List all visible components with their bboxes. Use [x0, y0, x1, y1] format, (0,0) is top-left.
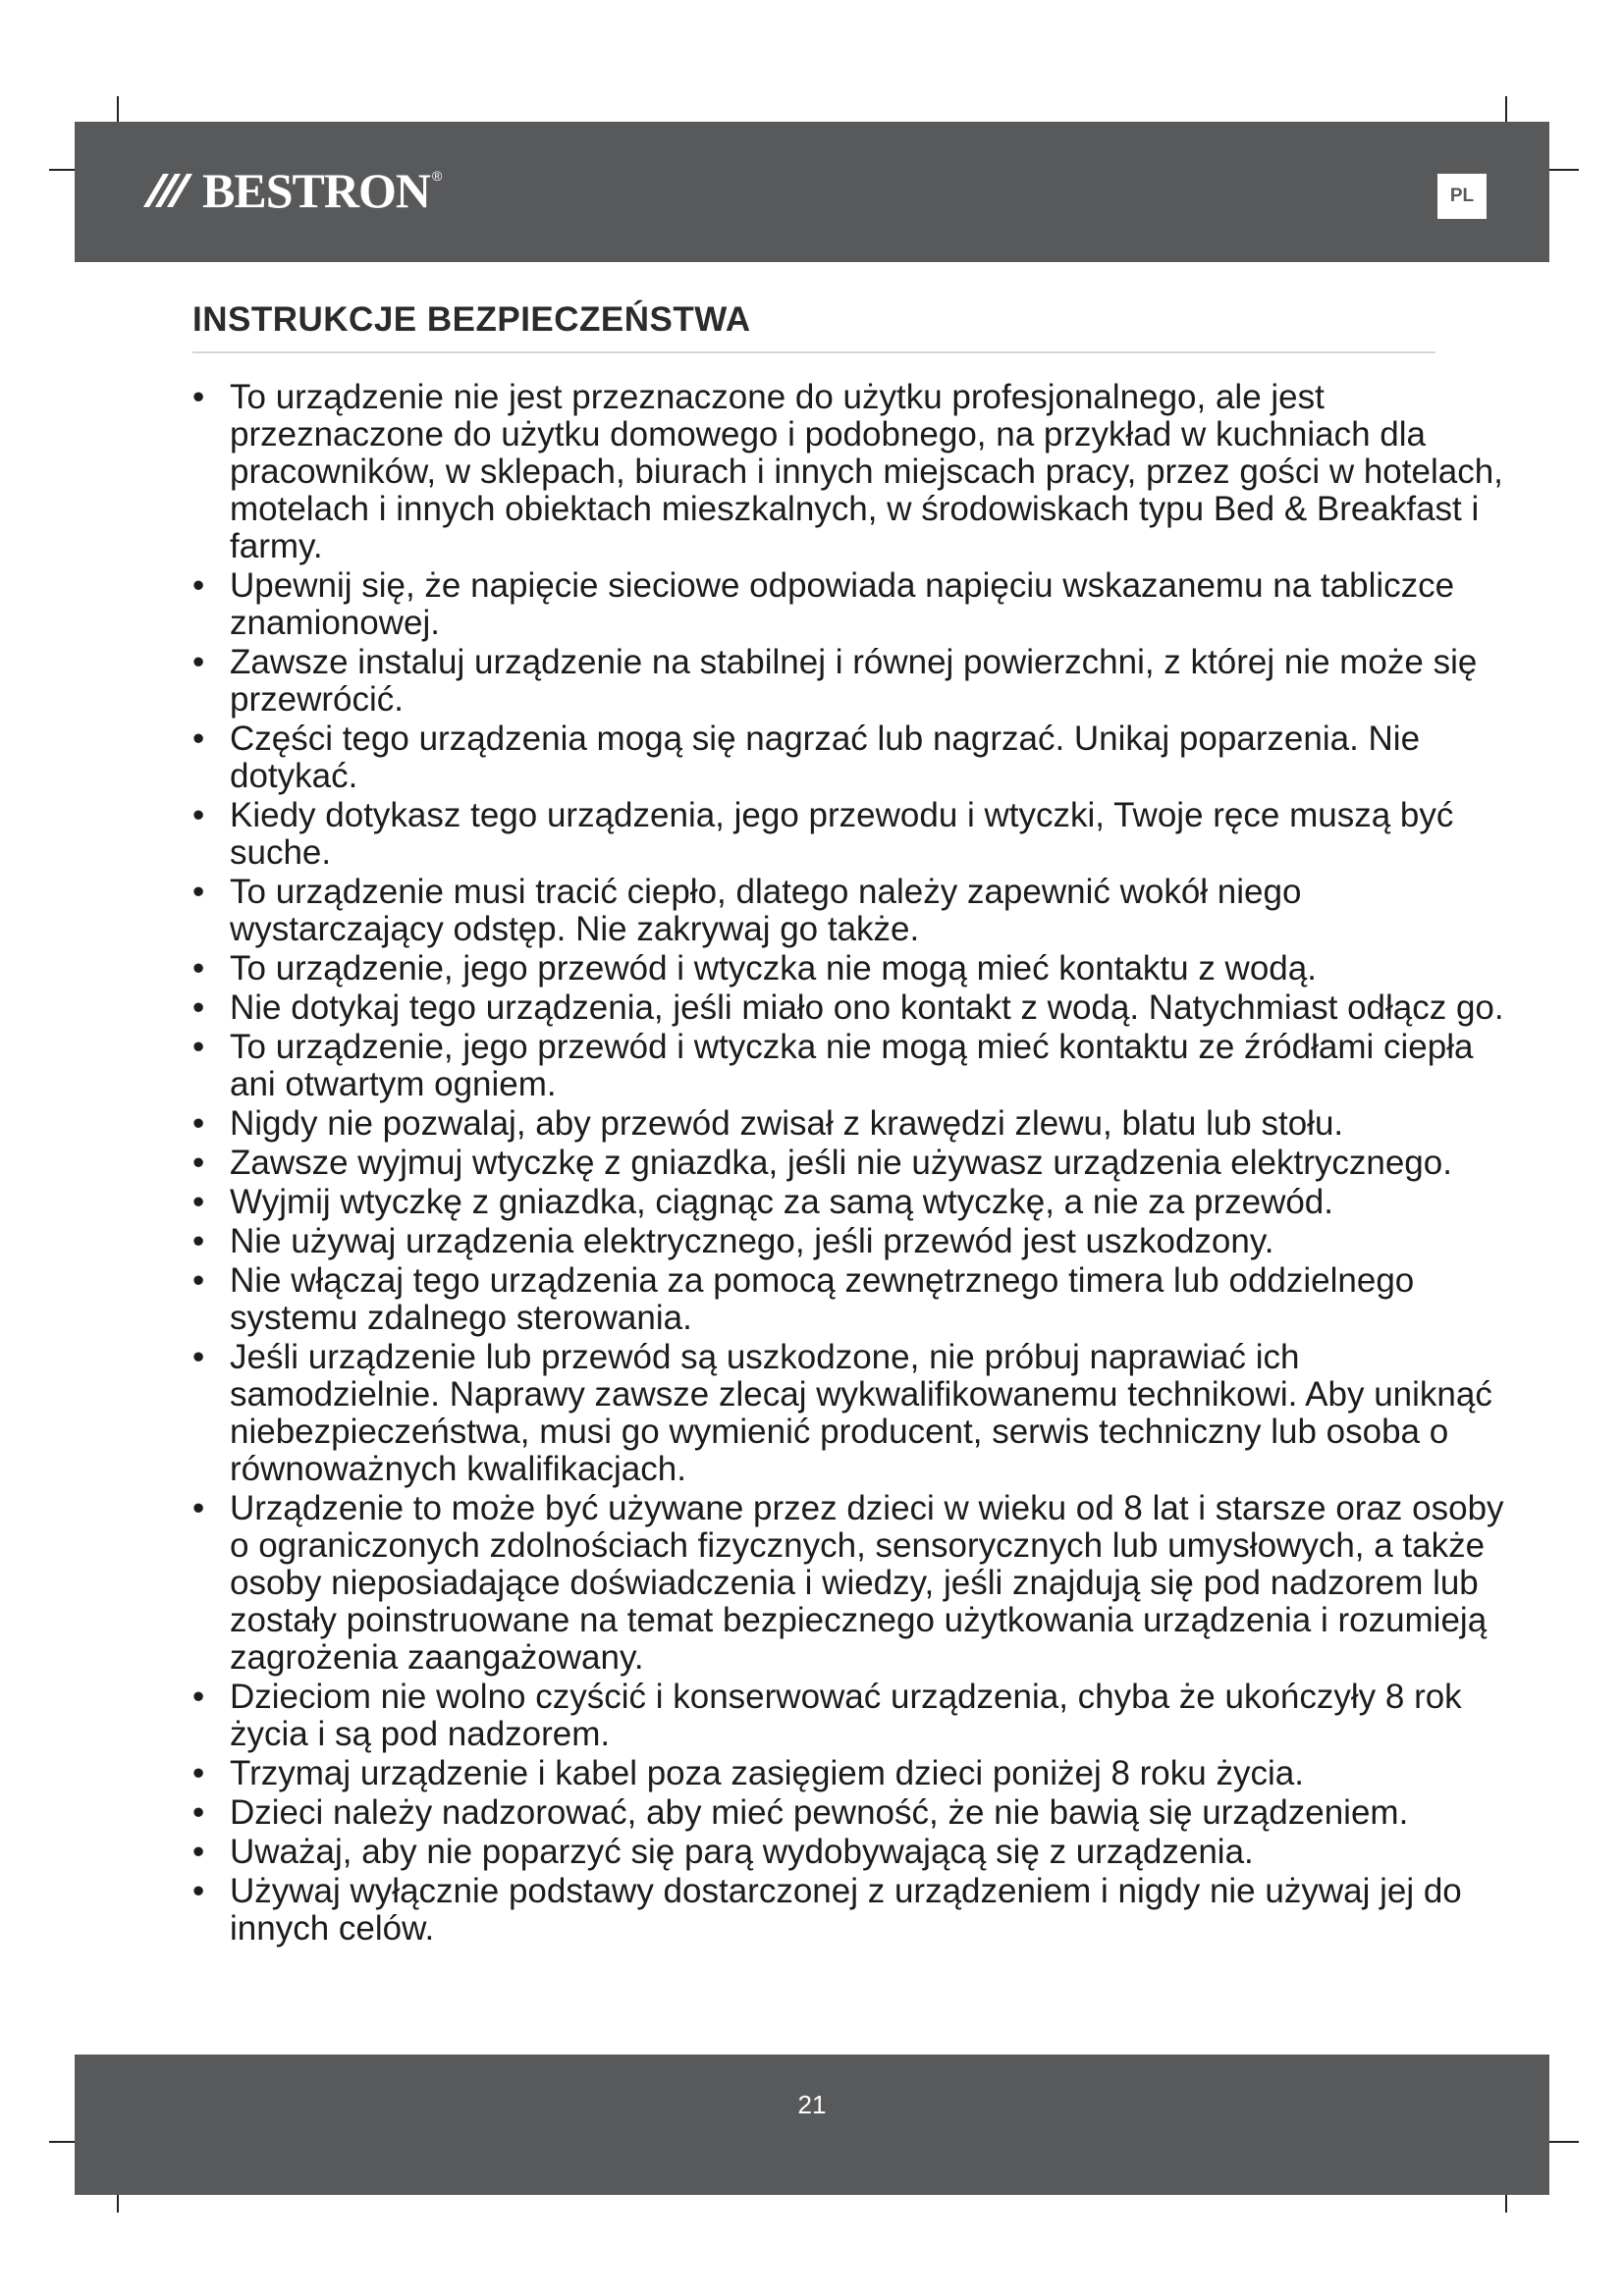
- bullet: •: [192, 988, 205, 1027]
- bullet: •: [192, 1833, 205, 1871]
- list-item: [192, 1262, 1508, 1337]
- list-item-text: Nigdy nie pozwalaj, aby przewód zwisał z krawędzi zlewu, blatu lub stołu.: [230, 1104, 1344, 1143]
- bullet: •: [192, 1183, 205, 1221]
- list-item: [192, 797, 1508, 872]
- bullet: •: [192, 1678, 205, 1716]
- bullet: •: [192, 1489, 205, 1527]
- list-item-text: Zawsze instaluj urządzenie na stabilnej i równej powierzchni, z której nie może się przewrócić.: [230, 643, 1478, 719]
- registered-mark: ®: [431, 168, 443, 184]
- footer-band: [75, 2055, 1549, 2195]
- section-title: INSTRUKCJE BEZPIECZEŃSTWA: [192, 300, 751, 339]
- list-item: [192, 989, 1508, 1027]
- list-item: [192, 1184, 1508, 1221]
- header-band: [75, 122, 1549, 262]
- bullet: •: [192, 949, 205, 988]
- bullet: •: [192, 1222, 205, 1260]
- list-item-text: Nie używaj urządzenia elektrycznego, jeśli przewód jest uszkodzony.: [230, 1222, 1274, 1260]
- list-item: [192, 721, 1508, 795]
- bullet: •: [192, 1793, 205, 1832]
- title-divider: [192, 351, 1435, 353]
- bullet: •: [192, 1872, 205, 1910]
- list-item: [192, 1755, 1508, 1792]
- list-item-text: Upewnij się, że napięcie sieciowe odpowiada napięciu wskazanemu na tabliczce znamionowej.: [230, 566, 1455, 642]
- list-item-text: Używaj wyłącznie podstawy dostarczonej z urządzeniem i nigdy nie używaj jej do innych celów.: [230, 1872, 1462, 1948]
- page-number: 21: [797, 2090, 827, 2119]
- list-item: [192, 1794, 1508, 1832]
- bullet: •: [192, 1338, 205, 1376]
- list-item-text: Nie dotykaj tego urządzenia, jeśli miało ono kontakt z wodą. Natychmiast odłącz go.: [230, 988, 1504, 1027]
- list-item-text: To urządzenie nie jest przeznaczone do użytku profesjonalnego, ale jest przeznaczone do użytku domowego i podobnego, na przykład w kuchniach dla pracowników, w sklepach, biurach i innych miejscach pracy, przez gości w hotelach, motelach i innych obiektach mieszkalnych, w środowiskach typu Bed & Breakfast i farmy.: [230, 378, 1503, 565]
- bullet: •: [192, 1028, 205, 1066]
- list-item: [192, 644, 1508, 719]
- bullet: •: [192, 1104, 205, 1143]
- bullet: •: [192, 378, 205, 416]
- list-item-text: Urządzenie to może być używane przez dzieci w wieku od 8 lat i starsze oraz osoby o ograniczonych zdolnościach fizycznych, sensorycznych lub umysłowych, a także osoby nieposiadające doświadczenia i wiedzy, jeśli znajdują się pod nadzorem lub zostały poinstruowane na temat bezpiecznego użytkowania urządzenia i rozumieją zagrożenia zaangażowany.: [230, 1489, 1504, 1677]
- list-item-text: To urządzenie musi tracić ciepło, dlatego należy zapewnić wokół niego wystarczający odstęp. Nie zakrywaj go także.: [230, 873, 1302, 948]
- bullet: •: [192, 643, 205, 681]
- list-item: [192, 1105, 1508, 1143]
- list-item: [192, 1145, 1508, 1182]
- list-item-text: To urządzenie, jego przewód i wtyczka nie mogą mieć kontaktu z wodą.: [230, 949, 1317, 988]
- list-item-text: Wyjmij wtyczkę z gniazdka, ciągnąc za samą wtyczkę, a nie za przewód.: [230, 1183, 1333, 1221]
- brand-name: BESTRON: [202, 163, 430, 218]
- bullet: •: [192, 1144, 205, 1182]
- bullet: •: [192, 1754, 205, 1792]
- list-item: [192, 1834, 1508, 1871]
- chevrons-icon: [141, 172, 196, 209]
- list-item-text: Dzieci należy nadzorować, aby mieć pewność, że nie bawią się urządzeniem.: [230, 1793, 1409, 1832]
- list-item: [192, 1679, 1508, 1753]
- list-item-text: Dzieciom nie wolno czyścić i konserwować urządzenia, chyba że ukończyły 8 rok życia i są pod nadzorem.: [230, 1678, 1462, 1753]
- list-item-text: Uważaj, aby nie poparzyć się parą wydobywającą się z urządzenia.: [230, 1833, 1254, 1871]
- list-item: [192, 1490, 1508, 1677]
- bullet: •: [192, 1261, 205, 1300]
- list-item: [192, 1223, 1508, 1260]
- list-item: [192, 567, 1508, 642]
- list-item: [192, 950, 1508, 988]
- language-badge: PL: [1437, 174, 1487, 219]
- list-item: [192, 1873, 1508, 1948]
- list-item-text: Nie włączaj tego urządzenia za pomocą zewnętrznego timera lub oddzielnego systemu zdalnego sterowania.: [230, 1261, 1415, 1337]
- list-item: [192, 874, 1508, 948]
- brand-logo: [141, 163, 443, 218]
- list-item: [192, 1339, 1508, 1488]
- list-item-text: Zawsze wyjmuj wtyczkę z gniazdka, jeśli nie używasz urządzenia elektrycznego.: [230, 1144, 1452, 1182]
- safety-instructions-list: [192, 379, 1508, 1949]
- list-item-text: Trzymaj urządzenie i kabel poza zasięgiem dzieci poniżej 8 roku życia.: [230, 1754, 1304, 1792]
- bullet: •: [192, 566, 205, 605]
- bullet: •: [192, 873, 205, 911]
- list-item-text: To urządzenie, jego przewód i wtyczka nie mogą mieć kontaktu ze źródłami ciepła ani otwartym ogniem.: [230, 1028, 1474, 1103]
- bullet: •: [192, 796, 205, 834]
- list-item: [192, 379, 1508, 565]
- list-item: [192, 1029, 1508, 1103]
- list-item-text: Części tego urządzenia mogą się nagrzać lub nagrzać. Unikaj poparzenia. Nie dotykać.: [230, 720, 1421, 795]
- list-item-text: Jeśli urządzenie lub przewód są uszkodzone, nie próbuj naprawiać ich samodzielnie. Naprawy zawsze zlecaj wykwalifikowanemu technikowi. Aby uniknąć niebezpieczeństwa, musi go wymienić producent, serwis techniczny lub osoba o równoważnych kwalifikacjach.: [230, 1338, 1492, 1488]
- list-item-text: Kiedy dotykasz tego urządzenia, jego przewodu i wtyczki, Twoje ręce muszą być suche.: [230, 796, 1454, 872]
- bullet: •: [192, 720, 205, 758]
